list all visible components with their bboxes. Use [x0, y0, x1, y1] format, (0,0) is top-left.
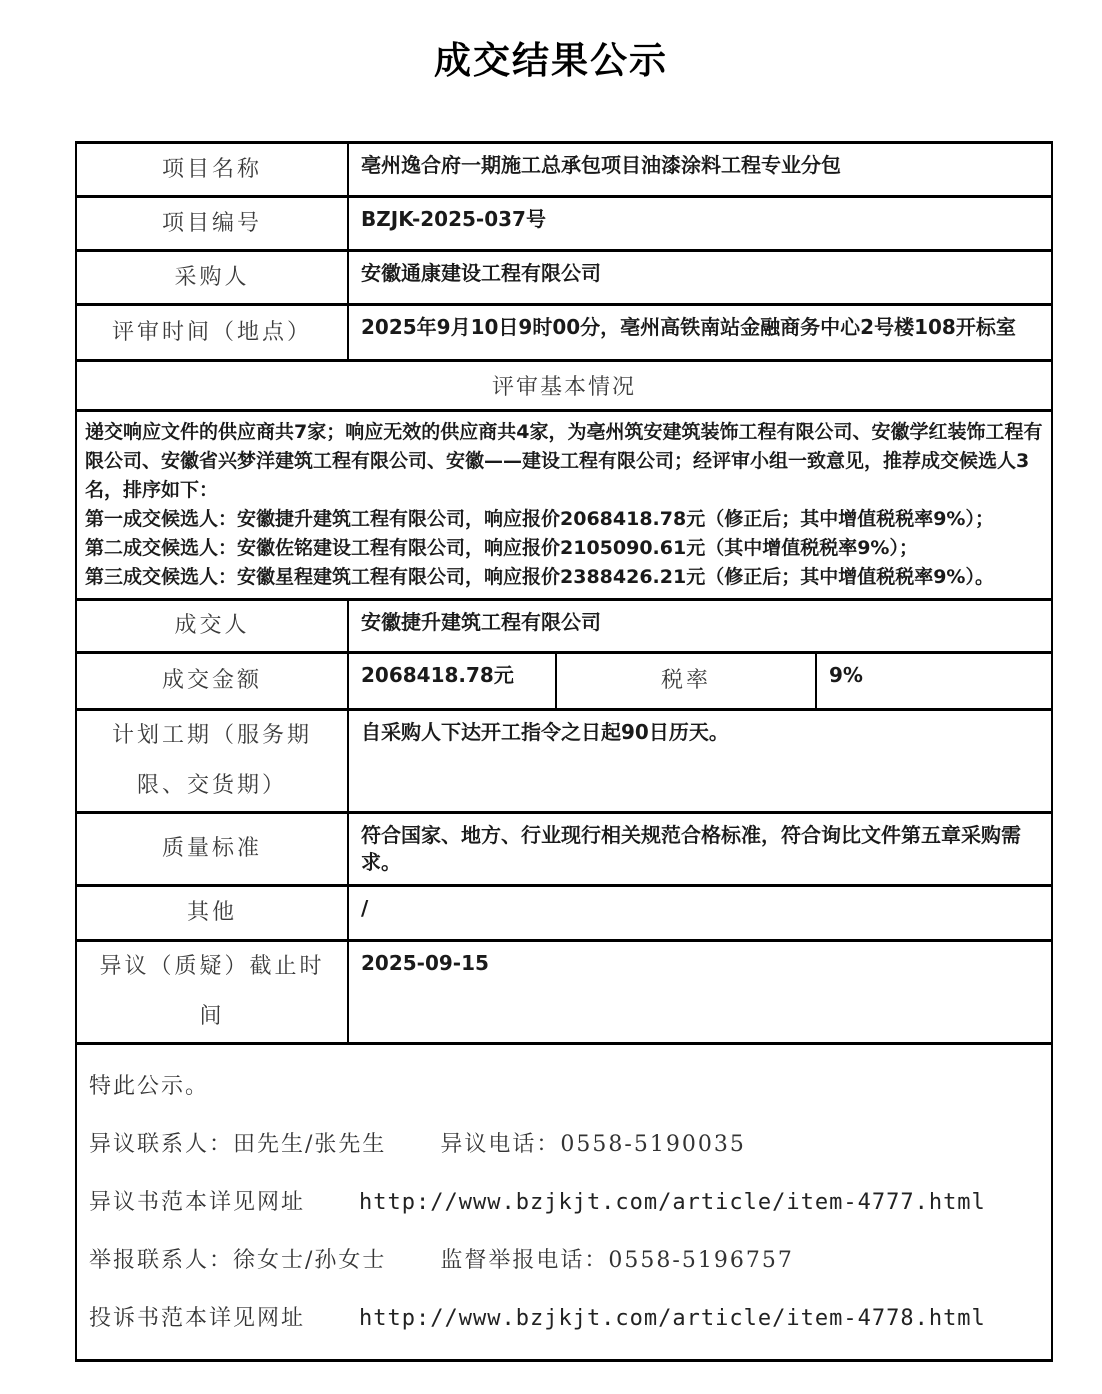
objection-phone: 异议电话：0558-5190035: [440, 1132, 746, 1157]
table-row: [76, 305, 1052, 361]
schedule-label: 计划工期（服务期限、交货期）: [76, 710, 348, 813]
other-value: /: [348, 886, 1052, 941]
table-row: [76, 710, 1052, 813]
footer-section: [76, 1044, 1052, 1361]
table-row: [76, 813, 1052, 886]
quality-value: 符合国家、地方、行业现行相关规范合格标准，符合询比文件第五章采购需求。: [348, 813, 1052, 886]
schedule-value: 自采购人下达开工指令之日起90日历天。: [348, 710, 1052, 813]
table-row: [76, 600, 1052, 653]
review-details-line-1: 递交响应文件的供应商共7家；响应无效的供应商共4家，为亳州筑安建筑装饰工程有限公司、安徽学红装饰工程有限公司、安徽省兴梦洋建筑工程有限公司、安徽——建设工程有限公司；经评审小组一致意见，推荐成交候选人3名，排序如下：: [85, 421, 1043, 501]
review-time-place-label: 评审时间（地点）: [76, 305, 348, 361]
purchaser-value: 安徽通康建设工程有限公司: [348, 251, 1052, 305]
table-row: [76, 941, 1052, 1044]
review-details-line-4: 第三成交候选人：安徽星程建筑工程有限公司，响应报价2388426.21元（修正后；其中增值税税率9%）。: [85, 566, 994, 588]
objection-deadline-label: 异议（质疑）截止时间: [76, 941, 348, 1044]
table-row: [76, 886, 1052, 941]
quality-label: 质量标准: [76, 813, 348, 886]
review-details-line-3: 第二成交候选人：安徽佐铭建设工程有限公司，响应报价2105090.61元（其中增值税税率9%）；: [85, 537, 918, 559]
notice-text: 特此公示。: [89, 1074, 210, 1099]
notice-line: [89, 1069, 1041, 1127]
complaint-template-label: 投诉书范本详见网址: [89, 1306, 306, 1331]
project-number-value: BZJK-2025-037号: [348, 197, 1052, 251]
objection-deadline-value: 2025-09-15: [348, 941, 1052, 1044]
winner-value: 安徽捷升建筑工程有限公司: [348, 600, 1052, 653]
complaint-template-url: http://www.bzjkjt.com/article/item-4778.html: [359, 1306, 986, 1331]
table-row: [76, 197, 1052, 251]
table-row: [76, 143, 1052, 197]
table-row: [76, 653, 1052, 710]
announcement-page: [0, 30, 1102, 1362]
report-contact-line: [89, 1243, 1041, 1301]
complaint-template-line: [89, 1301, 1041, 1359]
table-row: [76, 1044, 1052, 1361]
announcement-table: [75, 141, 1053, 1362]
table-row: [76, 361, 1052, 411]
review-section-header: 评审基本情况: [76, 361, 1052, 411]
objection-template-url: http://www.bzjkjt.com/article/item-4777.html: [359, 1190, 986, 1215]
other-label: 其他: [76, 886, 348, 941]
amount-label: 成交金额: [76, 653, 348, 710]
review-details: [76, 411, 1052, 600]
project-number-label: 项目编号: [76, 197, 348, 251]
purchaser-label: 采购人: [76, 251, 348, 305]
page-title: 成交结果公示: [434, 38, 668, 82]
objection-contact: 异议联系人：田先生/张先生: [89, 1132, 387, 1157]
table-row: [76, 251, 1052, 305]
tax-rate-value: 9%: [816, 653, 1052, 710]
project-name-label: 项目名称: [76, 143, 348, 197]
project-name-value: 亳州逸合府一期施工总承包项目油漆涂料工程专业分包: [348, 143, 1052, 197]
report-contact: 举报联系人：徐女士/孙女士: [89, 1248, 387, 1273]
tax-rate-label: 税率: [556, 653, 816, 710]
objection-template-label: 异议书范本详见网址: [89, 1190, 306, 1215]
report-phone: 监督举报电话：0558-5196757: [440, 1248, 794, 1273]
amount-value: 2068418.78元: [348, 653, 556, 710]
objection-template-line: [89, 1185, 1041, 1243]
review-details-line-2: 第一成交候选人：安徽捷升建筑工程有限公司，响应报价2068418.78元（修正后；其中增值税税率9%）；: [85, 508, 994, 530]
table-row: [76, 411, 1052, 600]
review-time-place-value: 2025年9月10日9时00分，亳州高铁南站金融商务中心2号楼108开标室: [348, 305, 1052, 361]
winner-label: 成交人: [76, 600, 348, 653]
objection-contact-line: [89, 1127, 1041, 1185]
